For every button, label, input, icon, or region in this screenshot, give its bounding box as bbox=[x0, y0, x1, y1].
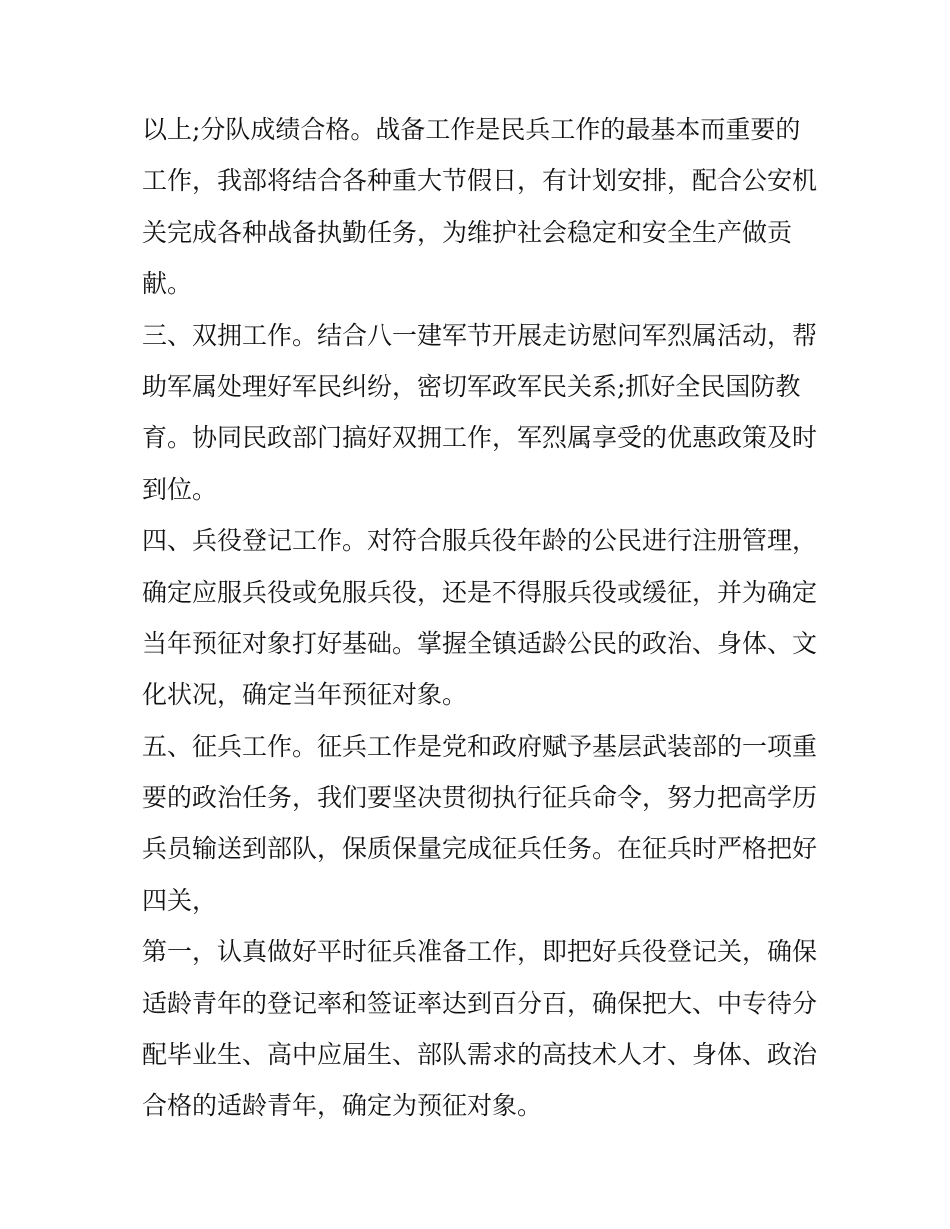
text-line: 助军属处理好军民纠纷，密切军政军民关系;抓好全民国防教 bbox=[142, 371, 801, 401]
paragraph-double-support bbox=[142, 310, 818, 516]
text-line: 当年预征对象打好基础。掌握全镇适龄公民的政治、身体、文 bbox=[142, 628, 818, 658]
text-line: 四关， bbox=[142, 885, 218, 915]
text-line: 五、征兵工作。征兵工作是党和政府赋予基层武装部的一项重 bbox=[142, 731, 818, 761]
text-line: 化状况，确定当年预征对象。 bbox=[142, 680, 468, 710]
paragraph-military-registration bbox=[142, 515, 818, 721]
text-line: 适龄青年的登记率和签证率达到百分百，确保把大、中专待分 bbox=[142, 988, 818, 1018]
text-line: 到位。 bbox=[142, 474, 218, 504]
text-line: 兵员输送到部队，保质保量完成征兵任务。在征兵时严格把好 bbox=[142, 834, 818, 864]
paragraph-conscription bbox=[142, 721, 818, 927]
text-line: 三、双拥工作。结合八一建军节开展走访慰问军烈属活动，帮 bbox=[142, 320, 818, 350]
text-line: 合格的适龄青年，确定为预征对象。 bbox=[142, 1091, 543, 1121]
text-line: 要的政治任务，我们要坚决贯彻执行征兵命令，努力把高学历 bbox=[142, 783, 818, 813]
text-line: 第一，认真做好平时征兵准备工作，即把好兵役登记关，确保 bbox=[142, 937, 818, 967]
paragraph-first-checkpoint bbox=[142, 926, 818, 1132]
paragraph-militia-readiness bbox=[142, 104, 818, 310]
text-line: 育。协同民政部门搞好双拥工作，军烈属享受的优惠政策及时 bbox=[142, 423, 818, 453]
text-line: 以上;分队成绩合格。战备工作是民兵工作的最基本而重要的 bbox=[142, 115, 801, 144]
text-line: 工作，我部将结合各种重大节假日，有计划安排，配合公安机 bbox=[142, 166, 818, 196]
text-line: 献。 bbox=[142, 269, 193, 299]
text-line: 关完成各种战备执勤任务，为维护社会稳定和安全生产做贡 bbox=[142, 217, 793, 247]
text-line: 配毕业生、高中应届生、部队需求的高技术人才、身体、政治 bbox=[142, 1040, 818, 1070]
text-line: 确定应服兵役或免服兵役，还是不得服兵役或缓征，并为确定 bbox=[142, 577, 818, 607]
document-body bbox=[142, 104, 818, 1132]
text-line: 四、兵役登记工作。对符合服兵役年龄的公民进行注册管理， bbox=[142, 526, 818, 556]
